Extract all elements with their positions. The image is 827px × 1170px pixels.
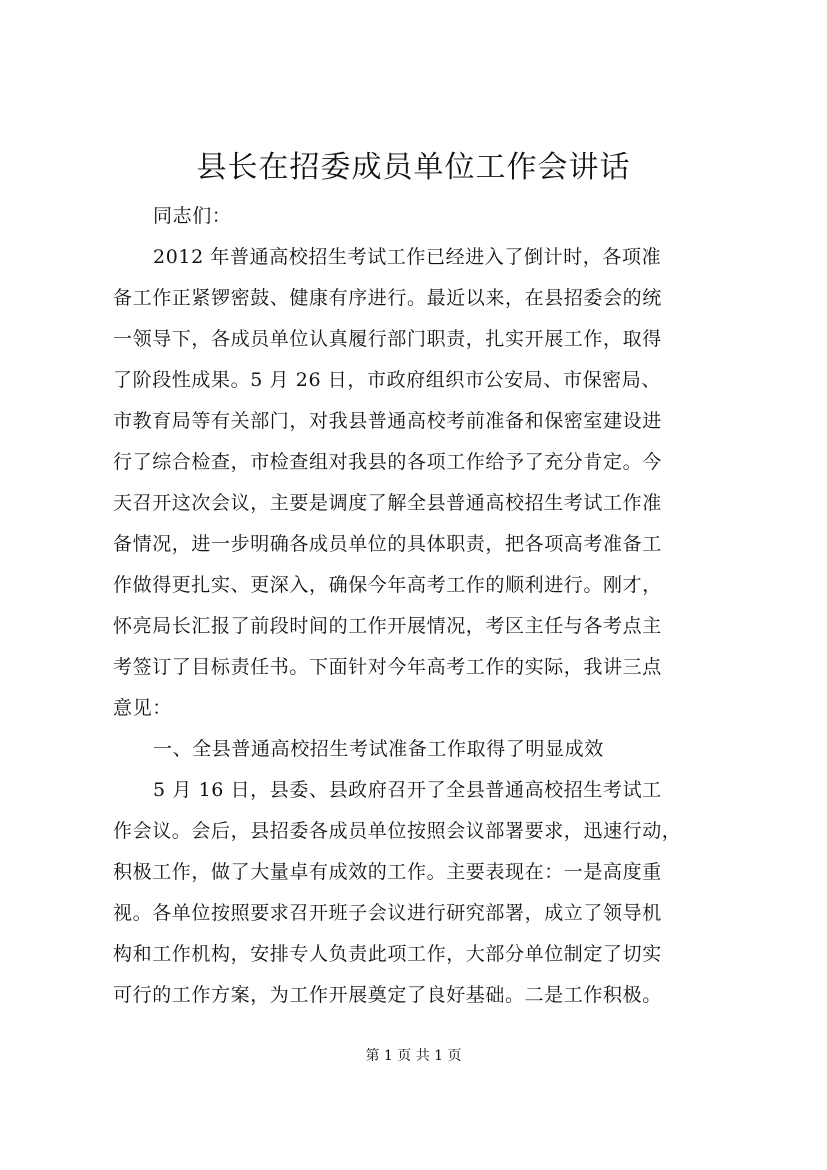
section-heading: 一、全县普通高校招生考试准备工作取得了明显成效 [153,738,604,760]
paragraph-line: 可行的工作方案，为工作开展奠定了良好基础。二是工作积极。 [113,984,662,1006]
paragraph-line: 2012 年普通高校招生考试工作已经进入了倒计时，各项准 [153,246,662,268]
paragraph-line: 构和工作机构，安排专人负责此项工作，大部分单位制定了切实 [113,943,662,965]
paragraph-line: 备情况，进一步明确各成员单位的具体职责，把各项高考准备工 [113,533,662,555]
paragraph-line: 作做得更扎实、更深入，确保今年高考工作的顺利进行。刚才， [113,574,662,596]
paragraph-line: 考签订了目标责任书。下面针对今年高考工作的实际，我讲三点 [113,656,662,678]
paragraph-line: 意见： [113,697,172,719]
paragraph-line: 5 月 16 日，县委、县政府召开了全县普通高校招生考试工 [153,779,662,801]
paragraph-line: 一领导下，各成员单位认真履行部门职责，扎实开展工作，取得 [113,328,662,350]
paragraph-line: 积极工作，做了大量卓有成效的工作。主要表现在：一是高度重 [113,861,662,883]
paragraph-line: 视。各单位按照要求召开班子会议进行研究部署，成立了领导机 [113,902,662,924]
paragraph-line: 怀亮局长汇报了前段时间的工作开展情况，考区主任与各考点主 [113,615,662,637]
document-title: 县长在招委成员单位工作会讲话 [196,150,631,185]
paragraph-line: 市教育局等有关部门，对我县普通高校考前准备和保密室建设进 [113,410,662,432]
document-body [113,196,753,1016]
paragraph-line: 天召开这次会议，主要是调度了解全县普通高校招生考试工作准 [113,492,662,514]
paragraph-line: 行了综合检查，市检查组对我县的各项工作给予了充分肯定。今 [113,451,662,473]
paragraph-line: 备工作正紧锣密鼓、健康有序进行。最近以来，在县招委会的统 [113,287,662,309]
paragraph-line: 了阶段性成果。5 月 26 日，市政府组织市公安局、市保密局、 [113,369,661,391]
page-footer: 第 1 页 共 1 页 [365,1048,462,1064]
paragraph-line: 作会议。会后，县招委各成员单位按照会议部署要求，迅速行动， [113,820,682,842]
paragraph-line: 同志们： [153,205,232,227]
